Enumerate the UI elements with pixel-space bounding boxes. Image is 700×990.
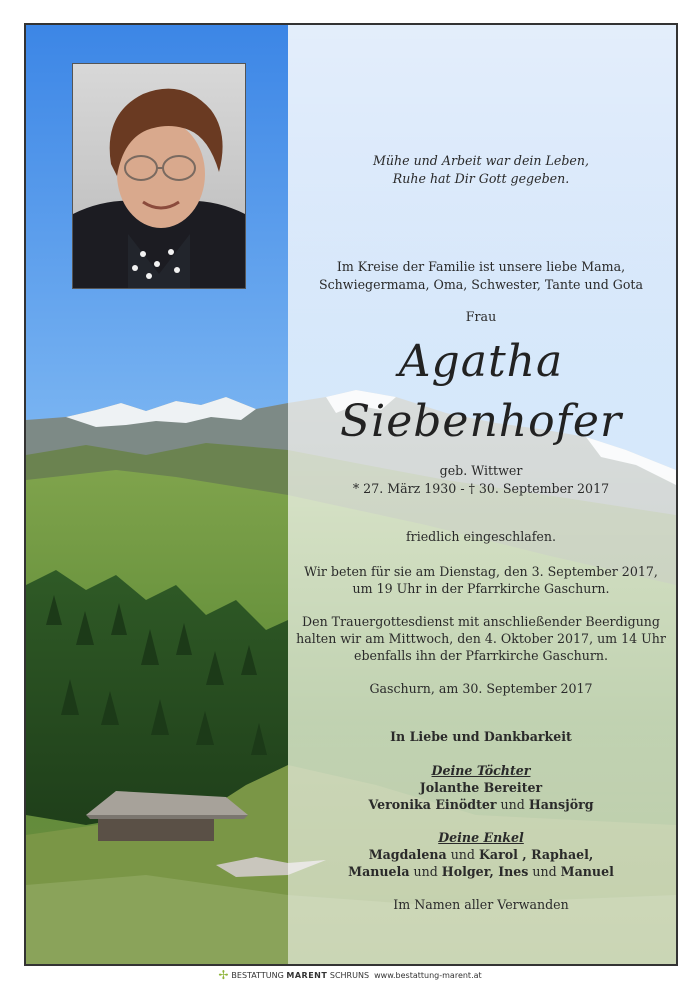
grandchild-ines: Ines [498, 864, 529, 879]
grandchildren-row-2 [286, 863, 676, 881]
first-name: Agatha [398, 336, 564, 387]
mourners-heading: In Liebe und Dankbarkeit [390, 729, 572, 744]
daughter-1: Jolanthe Bereiter [419, 780, 543, 795]
daughter-2 [286, 796, 676, 814]
funeral-line-2: halten wir am Mittwoch, den 4. Oktober 2017, um 14 Uhr [296, 631, 666, 646]
connector: und [446, 847, 479, 862]
maiden-name: geb. Wittwer [439, 463, 523, 478]
daughter-2-name: Veronika Einödter [368, 797, 497, 812]
prayer-line-1: Wir beten für sie am Dienstag, den 3. September 2017, [304, 564, 658, 579]
motto-line-1: Mühe und Arbeit war dein Leben, [373, 153, 589, 168]
intro-line-2: Schwiegermama, Oma, Schwester, Tante und Gota [319, 277, 643, 292]
portrait-photo [72, 63, 246, 289]
obituary-text [286, 0, 676, 960]
motto-line-2: Ruhe hat Dir Gott gegeben. [392, 171, 570, 186]
last-name: Siebenhofer [340, 396, 622, 447]
grandchild-manuel: Manuel [560, 864, 614, 879]
passing-note: friedlich eingeschlafen. [406, 529, 556, 544]
separator: , [588, 847, 594, 862]
life-dates: * 27. März 1930 - † 30. September 2017 [352, 481, 610, 496]
grandchildren-heading: Deine Enkel [438, 830, 524, 845]
daughters-heading: Deine Töchter [431, 763, 531, 778]
cross-leaf-icon: ✢ [218, 968, 229, 982]
connector: und [409, 864, 442, 879]
company-town: SCHRUNS [329, 971, 370, 980]
grandchild-magdalena: Magdalena [368, 847, 447, 862]
grandchildren-row-1 [286, 846, 676, 864]
place-date: Gaschurn, am 30. September 2017 [369, 681, 593, 696]
funeral-line-1: Den Trauergottesdienst mit anschließender Beerdigung [302, 614, 660, 629]
grandchild-karol: Karol [478, 847, 518, 862]
daughter-2-partner: Hansjörg [528, 797, 594, 812]
company-website[interactable]: www.bestattung-marent.at [374, 971, 482, 980]
daughter-2-and: und [496, 797, 529, 812]
grandchild-manuela: Manuela [348, 864, 410, 879]
intro-line-1: Im Kreise der Familie ist unsere liebe Mama, [336, 259, 626, 274]
separator: , [489, 864, 499, 879]
salutation: Frau [465, 309, 497, 324]
company-prefix: BESTATTUNG [231, 971, 284, 980]
footer [0, 966, 700, 990]
connector: und [528, 864, 561, 879]
grandchild-raphael: Raphael [531, 847, 589, 862]
separator: , [517, 847, 532, 862]
grandchild-holger: Holger [441, 864, 490, 879]
company-name: MARENT [286, 971, 328, 980]
prayer-line-2: um 19 Uhr in der Pfarrkirche Gaschurn. [352, 581, 610, 596]
funeral-line-3: ebenfalls ihn der Pfarrkirche Gaschurn. [354, 648, 608, 663]
closing-line: Im Namen aller Verwanden [393, 897, 569, 912]
